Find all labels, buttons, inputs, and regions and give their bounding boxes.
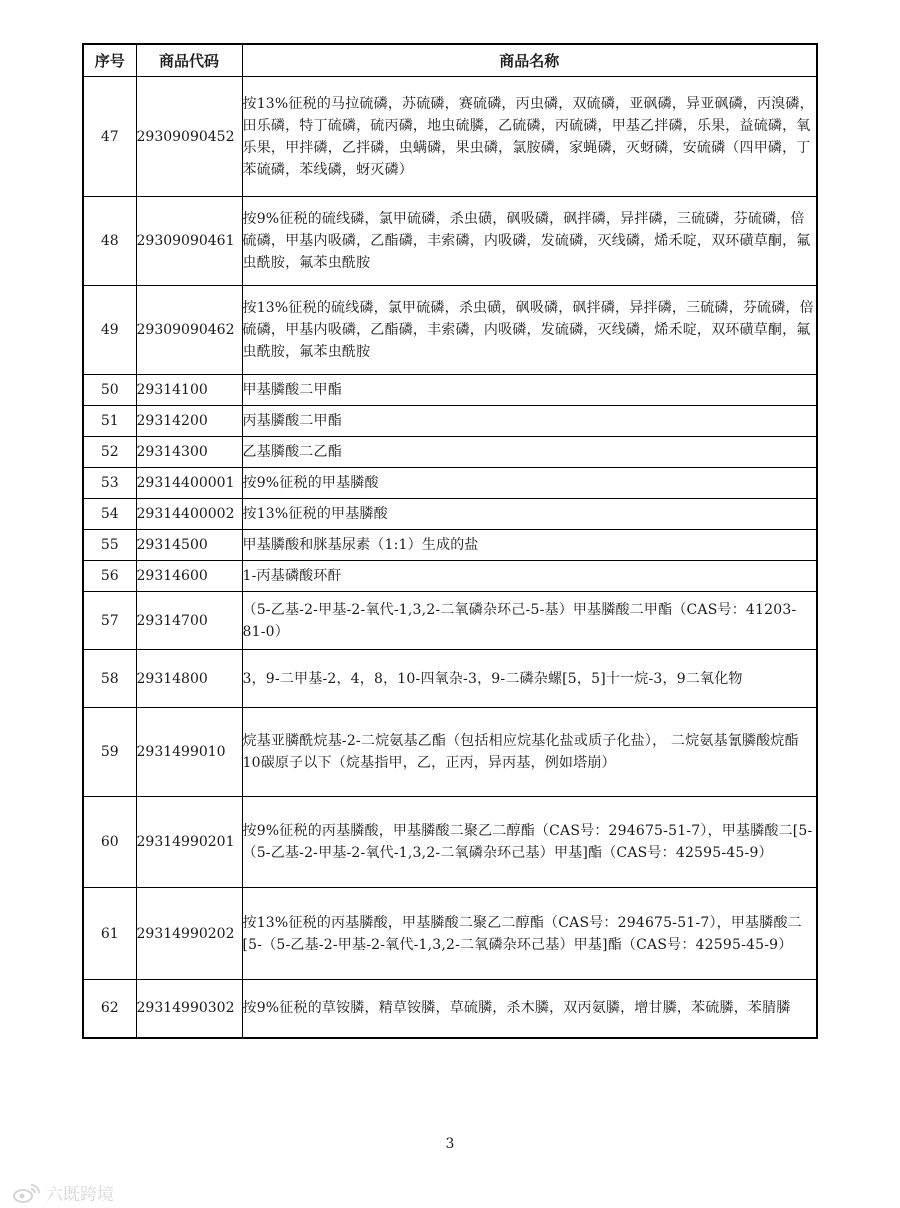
- row-goods-name: 甲基膦酸和脒基尿素（1:1）生成的盐: [242, 530, 817, 561]
- row-serial-number: 56: [83, 561, 136, 592]
- table-row: [83, 592, 817, 650]
- row-goods-name: 丙基膦酸二甲酯: [242, 406, 817, 437]
- table-header-row: [83, 44, 817, 77]
- goods-table: [82, 43, 818, 1039]
- row-serial-number: 53: [83, 468, 136, 499]
- header-serial-number: 序号: [83, 44, 136, 77]
- row-goods-code: 29314700: [136, 592, 242, 650]
- row-goods-code: 29314300: [136, 437, 242, 468]
- table-row: [83, 499, 817, 530]
- row-serial-number: 47: [83, 77, 136, 197]
- row-goods-code: 2931499010: [136, 708, 242, 797]
- table-row: [83, 650, 817, 708]
- table-row: [83, 530, 817, 561]
- row-goods-name: 按9%征税的甲基膦酸: [242, 468, 817, 499]
- row-goods-name: 按9%征税的草铵膦，精草铵膦，草硫膦，杀木膦，双丙氨膦，增甘膦，苯硫膦，苯腈膦: [242, 980, 817, 1038]
- row-goods-name: 甲基膦酸二甲酯: [242, 375, 817, 406]
- row-goods-code: 29314600: [136, 561, 242, 592]
- row-goods-code: 29314990201: [136, 797, 242, 888]
- row-goods-code: 29314400001: [136, 468, 242, 499]
- watermark-text: 六既跨境: [46, 1185, 114, 1205]
- table-row: [83, 708, 817, 797]
- row-goods-code: 29314800: [136, 650, 242, 708]
- row-serial-number: 55: [83, 530, 136, 561]
- row-goods-code: 29314200: [136, 406, 242, 437]
- row-goods-name: （5-乙基-2-甲基-2-氧代-1,3,2-二氧磷杂环己-5-基）甲基膦酸二甲酯（CAS号：41203-81-0）: [242, 592, 817, 650]
- row-serial-number: 49: [83, 286, 136, 375]
- table-row: [83, 980, 817, 1038]
- row-goods-code: 29314990302: [136, 980, 242, 1038]
- row-goods-name: 按13%征税的马拉硫磷，苏硫磷，赛硫磷，丙虫磷，双硫磷，亚砜磷，异亚砜磷，丙溴磷，田乐磷，特丁硫磷，硫丙磷，地虫硫膦，乙硫磷，丙硫磷，甲基乙拌磷，乐果，益硫磷，氧乐果，甲拌磷，乙拌磷，虫螨磷，果虫磷，氯胺磷，家蝇磷，灭蚜磷，安硫磷（四甲磷，丁苯硫磷，苯线磷，蚜灭磷）: [242, 77, 817, 197]
- table-row: [83, 197, 817, 286]
- row-goods-code: 29309090452: [136, 77, 242, 197]
- row-serial-number: 62: [83, 980, 136, 1038]
- row-goods-code: 29314500: [136, 530, 242, 561]
- row-goods-name: 乙基膦酸二乙酯: [242, 437, 817, 468]
- table-row: [83, 888, 817, 980]
- header-goods-name: 商品名称: [242, 44, 817, 77]
- row-goods-code: 29314990202: [136, 888, 242, 980]
- table-row: [83, 797, 817, 888]
- row-goods-name: 按13%征税的硫线磷，氯甲硫磷，杀虫磺，砜吸磷，砜拌磷，异拌磷，三硫磷，芬硫磷，倍硫磷，甲基内吸磷，乙酯磷，丰索磷，内吸磷，发硫磷，灭线磷，烯禾啶，双环磺草酮，氟虫酰胺，氟苯虫酰胺: [242, 286, 817, 375]
- header-goods-code: 商品代码: [136, 44, 242, 77]
- table-row: [83, 286, 817, 375]
- row-serial-number: 61: [83, 888, 136, 980]
- row-serial-number: 52: [83, 437, 136, 468]
- row-goods-name: 3，9-二甲基-2，4，8，10-四氧杂-3，9-二磷杂螺[5，5]十一烷-3，9二氧化物: [242, 650, 817, 708]
- row-serial-number: 48: [83, 197, 136, 286]
- row-goods-name: 1-丙基磷酸环酐: [242, 561, 817, 592]
- table-row: [83, 468, 817, 499]
- row-serial-number: 54: [83, 499, 136, 530]
- row-goods-name: 按13%征税的甲基膦酸: [242, 499, 817, 530]
- row-goods-name: 按13%征税的丙基膦酸，甲基膦酸二聚乙二醇酯（CAS号：294675-51-7），甲基膦酸二[5-（5-乙基-2-甲基-2-氧代-1,3,2-二氧磷杂环己基）甲基]酯（CAS号：42595-45-9）: [242, 888, 817, 980]
- page-number: 3: [445, 1136, 455, 1152]
- table-row: [83, 406, 817, 437]
- table-row: [83, 77, 817, 197]
- table-row: [83, 375, 817, 406]
- row-goods-code: 29314100: [136, 375, 242, 406]
- weibo-logo-icon: [12, 1182, 42, 1204]
- table-row: [83, 437, 817, 468]
- row-serial-number: 58: [83, 650, 136, 708]
- row-serial-number: 60: [83, 797, 136, 888]
- row-goods-code: 29314400002: [136, 499, 242, 530]
- row-goods-name: 烷基亚膦酰烷基-2-二烷氨基乙酯（包括相应烷基化盐或质子化盐）， 二烷氨基氰膦酸烷酯10碳原子以下（烷基指甲，乙，正丙，异丙基，例如塔崩）: [242, 708, 817, 797]
- table-row: [83, 561, 817, 592]
- row-goods-name: 按9%征税的丙基膦酸，甲基膦酸二聚乙二醇酯（CAS号：294675-51-7），甲基膦酸二[5-（5-乙基-2-甲基-2-氧代-1,3,2-二氧磷杂环己基）甲基]酯（CAS号：42595-45-9）: [242, 797, 817, 888]
- row-goods-code: 29309090461: [136, 197, 242, 286]
- row-serial-number: 57: [83, 592, 136, 650]
- row-goods-name: 按9%征税的硫线磷，氯甲硫磷，杀虫磺，砜吸磷，砜拌磷，异拌磷，三硫磷，芬硫磷，倍硫磷，甲基内吸磷，乙酯磷，丰索磷，内吸磷，发硫磷，灭线磷，烯禾啶，双环磺草酮，氟虫酰胺，氟苯虫酰胺: [242, 197, 817, 286]
- row-serial-number: 59: [83, 708, 136, 797]
- row-serial-number: 50: [83, 375, 136, 406]
- watermark: [12, 1180, 114, 1205]
- row-serial-number: 51: [83, 406, 136, 437]
- row-goods-code: 29309090462: [136, 286, 242, 375]
